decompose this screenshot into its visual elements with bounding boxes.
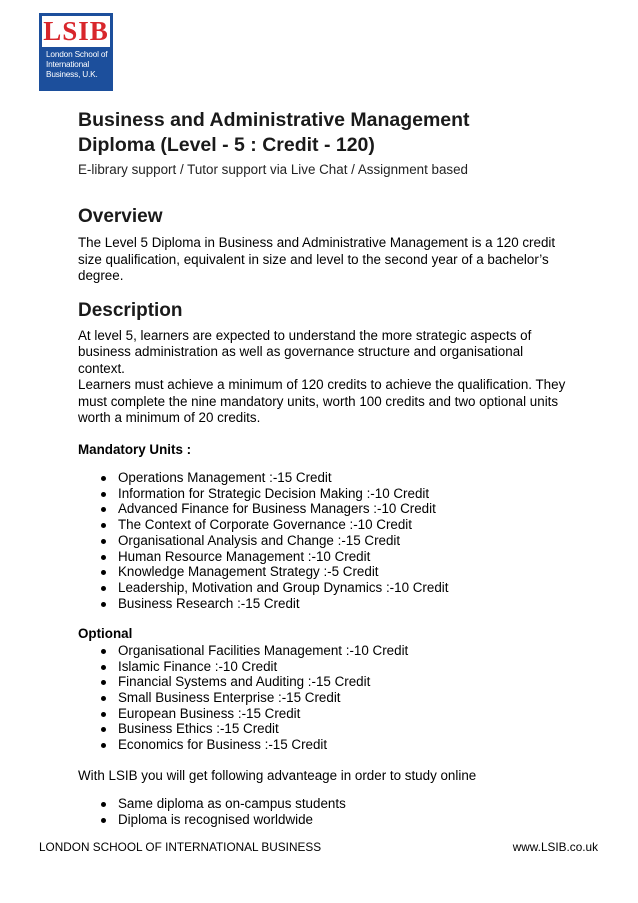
logo-mark: LSIB [43,16,109,46]
list-item: The Context of Corporate Governance :-10 Credit [78,517,568,533]
text-line: worth a minimum of 20 credits. [78,410,261,425]
optional-units-label: Optional [78,626,133,642]
list-item: Leadership, Motivation and Group Dynamics :-10 Credit [78,580,568,596]
mandatory-units-label: Mandatory Units : [78,441,192,457]
list-item: Operations Management :-15 Credit [78,470,568,486]
footer-website: www.LSIB.co.uk [512,840,598,854]
list-item: Organisational Facilities Management :-10 Credit [78,643,568,659]
logo-line: London School of [46,49,108,59]
page-subtitle: E-library support / Tutor support via Live Chat / Assignment based [78,162,469,177]
logo-line: Business, U.K. [46,69,98,79]
list-item: Same diploma as on-campus students [78,796,568,812]
list-item: Financial Systems and Auditing :-15 Credit [78,674,568,690]
overview-text [78,235,568,285]
overview-heading: Overview [78,206,163,227]
list-item: Advanced Finance for Business Managers :-10 Credit [78,501,568,517]
logo-subtitle [42,47,110,88]
title-line: Business and Administrative Management [78,109,470,131]
footer-organisation: LONDON SCHOOL OF INTERNATIONAL BUSINESS [39,840,322,854]
list-item: Organisational Analysis and Change :-15 Credit [78,533,568,549]
logo-line: International [46,59,90,69]
lsib-logo [39,13,113,91]
text-line: business administration as well as governance structure and organisational context. [78,344,524,376]
list-item: Business Research :-15 Credit [78,596,568,612]
mandatory-units-list [78,470,568,611]
text-line: size qualification, equivalent in size and level to the second year of a bachelor’s [78,251,549,267]
list-item: Information for Strategic Decision Making :-10 Credit [78,486,568,502]
description-heading: Description [78,299,183,321]
optional-units-list [78,643,568,753]
text-line: Learners must achieve a minimum of 120 credits to achieve the qualification. They [78,377,566,392]
list-item: Islamic Finance :-10 Credit [78,659,568,675]
text-line: must complete the nine mandatory units, worth 100 credits and two optional units [78,393,559,409]
advantage-list [78,796,568,827]
list-item: Human Resource Management :-10 Credit [78,549,568,565]
description-text [78,328,568,427]
list-item: Diploma is recognised worldwide [78,812,568,828]
list-item: European Business :-15 Credit [78,706,568,722]
page-title [78,108,568,158]
text-line: The Level 5 Diploma in Business and Administrative Management is a 120 credit [78,235,556,250]
list-item: Economics for Business :-15 Credit [78,737,568,753]
document-body [78,108,568,828]
list-item: Small Business Enterprise :-15 Credit [78,690,568,706]
text-line: degree. [78,268,124,283]
text-line: At level 5, learners are expected to understand the more strategic aspects of [78,327,532,343]
advantage-intro: With LSIB you will get following advanteage in order to study online [78,767,477,783]
title-line: Diploma (Level - 5 : Credit - 120) [78,134,375,156]
list-item: Knowledge Management Strategy :-5 Credit [78,564,568,580]
list-item: Business Ethics :-15 Credit [78,721,568,737]
